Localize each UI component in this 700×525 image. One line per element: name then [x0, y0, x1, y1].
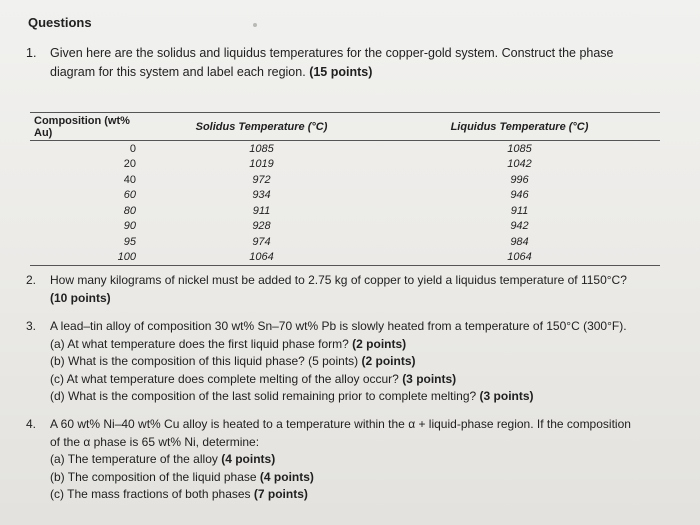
- table-cell: 80: [123, 204, 136, 217]
- table-row: [30, 157, 660, 173]
- table-cell: 974: [252, 235, 271, 248]
- points-label: (2 points): [352, 336, 407, 351]
- table-row: [30, 141, 660, 157]
- table-cell: 911: [252, 204, 271, 217]
- table-row: [30, 250, 660, 266]
- table-cell: 1085: [507, 142, 532, 155]
- points-label: (4 points): [221, 452, 276, 466]
- table-cell: 1064: [144, 250, 379, 266]
- table-cell: 100: [30, 250, 144, 266]
- points-label: (3 points): [402, 371, 457, 386]
- question-text: of the α phase is 65 wt% Ni, determine:: [50, 434, 260, 449]
- points-label: (2 points): [361, 354, 416, 368]
- subquestion-d: (d) What is the composition of the last solid remaining prior to complete melting?: [50, 389, 477, 403]
- points-label: (15 points): [309, 65, 373, 79]
- question-text: diagram for this system and label each region.: [50, 65, 306, 79]
- question-text: Given here are the solidus and liquidus temperatures for the copper-gold system. Construct the phase: [50, 46, 614, 60]
- table-cell: 984: [510, 235, 529, 248]
- data-table: [30, 112, 660, 266]
- question-number: 3.: [26, 319, 37, 333]
- column-header: Solidus Temperature (°C): [144, 113, 379, 141]
- table-cell: 996: [510, 173, 529, 186]
- question-2: [26, 272, 676, 307]
- table-cell: 40: [123, 173, 136, 186]
- table-cell: 90: [123, 220, 136, 233]
- table-cell: 1085: [249, 142, 274, 155]
- points-label: (3 points): [479, 389, 534, 403]
- table-cell: 934: [252, 189, 271, 202]
- subquestion-c: (c) At what temperature does complete melting of the alloy occur?: [50, 371, 399, 386]
- table-row: [30, 172, 660, 188]
- subquestion-a: (a) At what temperature does the first liquid phase form?: [50, 336, 349, 351]
- table-cell: 946: [510, 189, 529, 202]
- subquestion-c: (c) The mass fractions of both phases: [50, 487, 251, 501]
- column-header: Composition (wt% Au): [30, 113, 144, 141]
- table-header-row: [30, 113, 660, 141]
- question-number: 1.: [26, 46, 37, 60]
- subquestion-b: (b) What is the composition of this liquid phase? (5 points): [50, 354, 359, 368]
- table-cell: 972: [252, 173, 271, 186]
- question-1: [26, 44, 676, 82]
- question-number: 2.: [26, 273, 37, 287]
- table-cell: 911: [510, 204, 529, 217]
- question-number: 4.: [26, 417, 37, 431]
- decorative-dot: [253, 23, 257, 27]
- table-cell: 1019: [249, 158, 274, 171]
- question-text: A 60 wt% Ni–40 wt% Cu alloy is heated to a temperature within the α + liquid-phase region. If the composition: [50, 417, 631, 431]
- table-cell: 20: [123, 158, 136, 171]
- table-row: [30, 234, 660, 250]
- table-row: [30, 219, 660, 235]
- points-label: (10 points): [50, 290, 111, 305]
- column-header: Liquidus Temperature (°C): [379, 113, 660, 141]
- question-4: [26, 416, 676, 504]
- table-row: [30, 203, 660, 219]
- question-text: A lead–tin alloy of composition 30 wt% Sn–70 wt% Pb is slowly heated from a temperature of 150°C (300°F).: [50, 319, 627, 333]
- subquestion-a: (a) The temperature of the alloy: [50, 452, 218, 466]
- question-3: [26, 318, 676, 406]
- table-cell: 928: [252, 220, 271, 233]
- table-cell: 1064: [379, 250, 660, 266]
- page-title: Questions: [28, 15, 92, 30]
- table-row: [30, 188, 660, 204]
- table-cell: 60: [123, 189, 136, 202]
- points-label: (4 points): [259, 469, 314, 484]
- question-text: How many kilograms of nickel must be added to 2.75 kg of copper to yield a liquidus temperature of 1150°C?: [50, 273, 627, 287]
- points-label: (7 points): [253, 487, 308, 501]
- subquestion-b: (b) The composition of the liquid phase: [50, 469, 257, 484]
- table-cell: 0: [129, 142, 136, 155]
- table-cell: 1042: [507, 158, 532, 171]
- table-cell: 942: [510, 220, 529, 233]
- table-cell: 95: [123, 235, 136, 248]
